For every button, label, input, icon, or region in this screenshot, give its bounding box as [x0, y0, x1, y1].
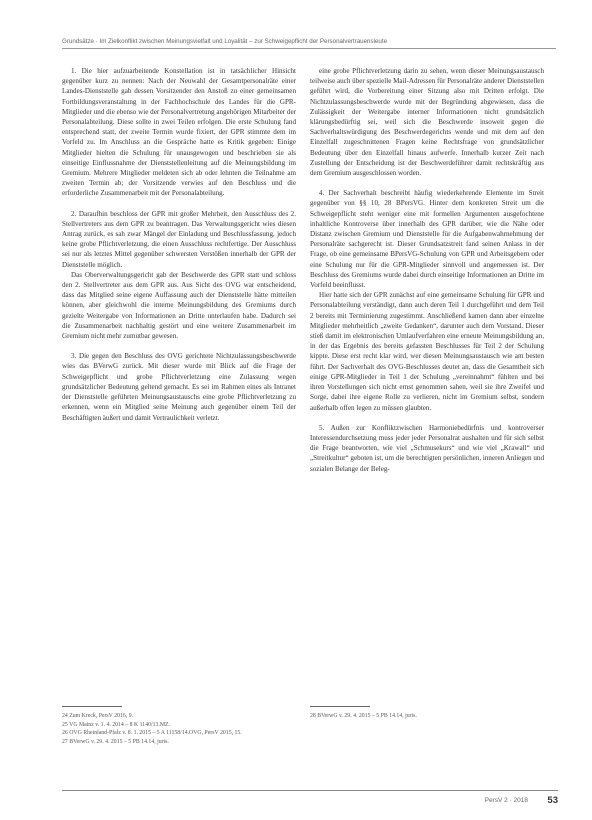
footnote: 27 BVerwG v. 29. 4. 2015 – 5 PB 14.14, juris. — [62, 738, 169, 745]
journal-issue: PersV 2 · 2018 — [484, 797, 528, 804]
footnote-divider — [62, 706, 122, 707]
footnote-divider — [310, 706, 370, 707]
paragraph: Hier hatte sich der GPR zunächst auf eine gemeinsame Schulung für GPR und Personalabteilung verständigt, dann auch deren Teil 1 durchgeführt und dem Teil 2 bereits mit Terminierung zugestimmt. Anschließend kamen dann aber einzelne Mitglieder mehrheitlich „zweite Gedanken“, darunter auch dem Vorstand. Dieser stieß damit im elektronischen Umlaufverfahren eine erneute Meinungsbildung an, in der das Ergebnis des bereits gefassten Beschlusses für Teil 2 der Schulung kippte. Diese erst recht klar wird, wer diesen Meinungsaustausch wie am besten führt. Der Sachverhalt des OVG-Beschlusses deutet an, dass die Gesamtheit sich einige GPR-Mitglieder in Teil 1 der Schulung „vereinnahmt“ fühlten und bei ihren Vorstellungen sich nicht ernst genommen sahen, weil sie ihre Zweifel und Sorge, dabei ihre eigene Rolle zu verlieren, nicht im Gremium selbst, sondern außerhalb offen legen zu müssen glaubten. — [310, 291, 544, 412]
running-title: Grundsätze · Im Zielkonflikt zwischen Meinungsvielfalt und Loyalität – zur Schweigepflicht der Personalvertrauensleute — [62, 38, 388, 45]
right-column — [310, 66, 544, 721]
paragraph: eine grobe Pflichtverletzung darin zu sehen, wenn dieser Meinungsaustausch teilweise auch über spezielle Mail-Adressen für Personalräte anderer Dienststellen geführt wird, die Vorbereitung einer Sitzung also mit Dritten erfolgt. Die Nichtzulassungsbeschwerde wurde mit der Begründung abgewiesen, dass die Zulässigkeit der Weitergabe interner Informationen nicht grundsätzlich klärungsbedürftig sei, weil sich die Beschwerde insoweit gegen die Sachverhaltswürdigung des Beschwerdegerichts wende und mit dem auf den Einzelfall zugeschnittenen Fragen keine Rechtsfrage von grundsätzlicher Bedeutung über den Einzelfall hinaus aufwerfe. Innerhalb kurzer Zeit nach Zustellung der Entscheidung ist der Beschwerdeführer damit rechtskräftig aus dem Gremium ausgeschlossen worden. — [310, 67, 544, 178]
paragraph: 5. Außen zur Konfliktzwischen Harmoniebedürfnis und kontroverser Interessendurchsetzung muss jeder jeder Personalrat aushalten und für sich selbst die Frage beantworten, wie viel „Schmusekurs“ und wie viel „Krawall“ und „Streitkultur“ geboten ist, um die berechtigten persönlichen, inneren Anliegen und sozialen Belange der Beleg- — [310, 423, 544, 473]
footnote: 28 BVerwG v. 29. 4. 2015 – 5 PB 14.14, juris. — [310, 713, 417, 719]
paragraph: 2. Daraufhin beschloss der GPR mit großer Mehrheit, den Ausschluss des 2. Stellvertreters aus dem GPR zu beantragen. Das Verwaltungsgericht wies diesen Antrag zurück, es sah zwar Mängel der Einladung und Beschlussfassung, jedoch keine grobe Pflichtverletzung, die einen Ausschluss rechtfertige. Der Ausschluss sei nur als letztes Mittel gegenüber schwersten Verstößen innerhalb der GPR der Dienststelle möglich. — [62, 209, 296, 269]
paragraph: 3. Die gegen den Beschluss des OVG gerichtete Nichtzulassungsbeschwerde wies das BVerwG zurück. Mit dieser wurde mit Blick auf die Frage der Schweigepflicht und grobe Pflichtverletzung eine Zulassung wegen grundsätzlicher Bedeutung geltend gemacht. Es sei im Rahmen eines als Intranet der Dienststelle geführten Meinungsaustauschs eine grobe Pflichtverletzung zu erkennen, wenn ein Mitglied seine Meinung auch gegenüber einem Teil der Beschäftigten äußert und damit Vertraulichkeit verletzt. — [62, 352, 296, 422]
footnote: 24 Zum Kreck, PersV 2016, 9. — [62, 713, 134, 719]
page-footer — [62, 790, 558, 806]
footnote: 26 OVG Rheinland-Pfalz v. 8. 1. 2015 – 5 A 11158/14.OVG, PersV 2015, 15. — [62, 730, 242, 737]
paragraph: 4. Der Sachverhalt beschreibt häufig wiederkehrende Elemente im Streit gegenüber von §§ 10, 28 BPersVG. Hinter dem konkreten Streit um die Schweigepflicht steht weniger eine mit formellen Argumenten ausgefochtene inhaltliche Kontroverse über innerhalb des GPR darüber, wie die Nähe oder Distanz zwischen Gremium und Dienststelle für die Aufgabenwahrnehmung der Personalräte sachgerecht ist. Dieser Grundsatzstreit fand seinen Anlass in der Frage, ob eine gemeinsame BPersVG-Schulung von GPR und Arbeitsgebern oder eine Schulung nur für die GPR-Mitglieder sinnvoll und angemessen ist. Der Beschluss des Gremiums wurde dabei durch einseitige Informationen an Dritte im Vorfeld beeinflusst. — [310, 189, 544, 290]
footnotes-right — [310, 712, 544, 721]
paragraph: 1. Die hier aufzuarbeitende Konstellation ist in tatsächlicher Hinsicht gegenüber kurz zu nennen: Nach der Neuwahl der Gesamtpersonalräte einer Landes-Dienststelle gab dessen Vorsitzender den Anstoß zu einer gemeinsamen Fortbildungsveranstaltung in der Fachhochschule des Landes für die GPR-Mitglieder und die ebenso wie der Personalvertretung angehörigen Mitarbeiter der Personalabteilung. Diese sollte in zwei Teilen erfolgen. Die erste Schulung fand entsprechend statt, der zweite Termin wurde fixiert, der GPR stimmte dem im Vorfeld zu. Im Anschluss an die Gespräche hatte es Kritik gegeben: Einige Mitglieder hielten die Schulung für unausgewogen und beschrieben sie als einseitige Einflussnahme der Dienststellenleitung auf die Meinungsbildung im Gremium. Mehrere Mitglieder meldeten sich ab oder lehnten die Teilnahme am zweiten Termin ab; der Vorsitzende verwies auf den Beschluss und die erforderliche Zusammenarbeit mit der Personalabteilung. — [62, 67, 296, 198]
footnote: 25 VG Mainz v. 1. 4. 2014 – 8 K 1140/13.MZ. — [62, 721, 170, 728]
left-column — [62, 66, 296, 706]
page-number: 53 — [547, 795, 558, 806]
running-header — [62, 38, 556, 49]
paragraph: Das Oberverwaltungsgericht gab der Beschwerde des GPR statt und schloss den 2. Stellvertreter aus dem GPR aus. Aus Sicht des OVG war entscheidend, dass das Mitglied seine eigene Auffassung auch der Dienststelle hätte mitteilen können, aber gleichwohl die interne Meinungsbildung des Gremiums durch gezielte Weitergabe von Informationen an Dritte unterlaufen habe. Dadurch sei die Zusammenarbeit nachhaltig gestört und eine weitere Zusammenarbeit im Gremium nicht mehr zumutbar gewesen. — [62, 270, 296, 341]
footnotes-left — [62, 712, 296, 746]
